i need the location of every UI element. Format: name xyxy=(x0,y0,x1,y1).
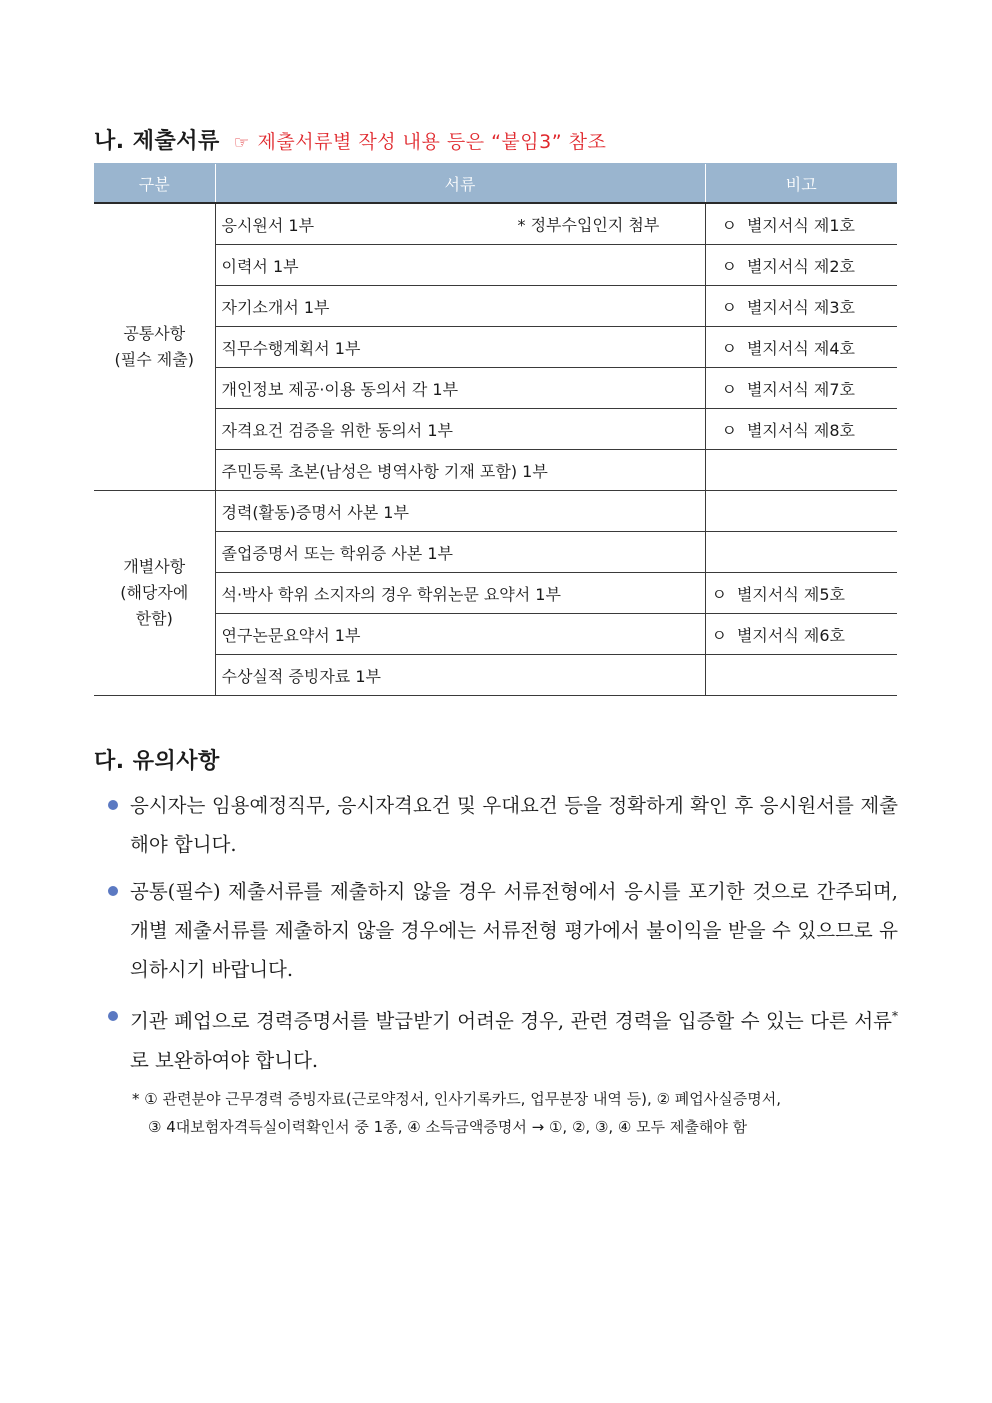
remark-bullet: ㅇ xyxy=(721,379,737,399)
table-header-row xyxy=(94,164,897,204)
group-label: 공통사항 xyxy=(123,324,186,343)
list-item xyxy=(108,872,898,989)
list-item xyxy=(108,786,898,864)
table-row xyxy=(94,655,897,696)
remark-text: 별지서식 제8호 xyxy=(746,420,855,440)
remark-cell xyxy=(705,286,897,327)
doc-cell: 이력서 1부 xyxy=(215,245,705,286)
remark-bullet: ㅇ xyxy=(721,420,737,440)
section-title-precautions xyxy=(94,744,220,775)
remark-bullet: ㅇ xyxy=(721,297,737,317)
pointing-hand-icon: ☞ xyxy=(233,133,250,153)
header-category: 구분 xyxy=(94,164,215,204)
footnote-line: * ① 관련분야 근무경력 증빙자료(근로약정서, 인사기록카드, 업무분장 내역 등), ② 폐업사실증명서, xyxy=(132,1090,781,1108)
precautions-list xyxy=(108,786,898,1088)
bullet-dot-icon xyxy=(108,1011,118,1021)
table-row xyxy=(94,409,897,450)
footnote xyxy=(132,1085,900,1141)
remark-cell xyxy=(705,203,897,245)
remark-cell xyxy=(705,532,897,573)
bullet-dot-icon xyxy=(108,886,118,896)
remark-text: 별지서식 제1호 xyxy=(746,215,855,235)
table-row xyxy=(94,614,897,655)
header-documents: 서류 xyxy=(215,164,705,204)
doc-cell: 자기소개서 1부 xyxy=(215,286,705,327)
doc-note: * 정부수입인지 첨부 xyxy=(517,215,660,235)
group-label: 개별사항 xyxy=(123,557,186,576)
remark-bullet: ㅇ xyxy=(721,338,737,358)
remark-cell xyxy=(705,573,897,614)
doc-cell: 졸업증명서 또는 학위증 사본 1부 xyxy=(215,532,705,573)
header-remarks: 비고 xyxy=(705,164,897,204)
remark-bullet: ㅇ xyxy=(711,584,727,604)
doc-cell: 석·박사 학위 소지자의 경우 학위논문 요약서 1부 xyxy=(215,573,705,614)
group-label: (해당자에 xyxy=(120,583,189,602)
group-common xyxy=(94,203,215,491)
bullet-dot-icon xyxy=(108,800,118,810)
doc-cell: 개인정보 제공·이용 동의서 각 1부 xyxy=(215,368,705,409)
table-row xyxy=(94,203,897,245)
doc-cell: 연구논문요약서 1부 xyxy=(215,614,705,655)
remark-cell xyxy=(705,327,897,368)
table-row xyxy=(94,327,897,368)
remark-text: 별지서식 제4호 xyxy=(746,338,855,358)
group-individual xyxy=(94,491,215,696)
doc-name: 응시원서 1부 xyxy=(221,215,315,235)
section-title-documents xyxy=(94,124,606,155)
remark-text: 별지서식 제3호 xyxy=(746,297,855,317)
remark-cell xyxy=(705,450,897,491)
doc-cell xyxy=(215,203,705,245)
group-label: (필수 제출) xyxy=(114,350,194,369)
remark-cell xyxy=(705,245,897,286)
remark-cell xyxy=(705,368,897,409)
remark-text: 별지서식 제6호 xyxy=(736,625,845,645)
remark-text: 별지서식 제2호 xyxy=(746,256,855,276)
documents-table xyxy=(94,163,897,696)
remark-bullet: ㅇ xyxy=(711,625,727,645)
table-row xyxy=(94,245,897,286)
doc-cell: 주민등록 초본(남성은 병역사항 기재 포함) 1부 xyxy=(215,450,705,491)
reference-note xyxy=(234,127,607,154)
remark-text: 별지서식 제5호 xyxy=(736,584,845,604)
remark-cell xyxy=(705,491,897,532)
remark-cell xyxy=(705,614,897,655)
footnote-line: ③ 4대보험자격득실이력확인서 중 1종, ④ 소득금액증명서 → ①, ②, ③, ④ 모두 제출해야 함 xyxy=(148,1118,748,1136)
list-item-text: 공통(필수) 제출서류를 제출하지 않을 경우 서류전형에서 응시를 포기한 것으로 간주되며, 개별 제출서류를 제출하지 않을 경우에는 서류전형 평가에서 불이익을 받을 수 있으므로 유의하시기 바랍니다. xyxy=(130,880,898,981)
table-row xyxy=(94,450,897,491)
table-row xyxy=(94,368,897,409)
list-item-text: 기관 폐업으로 경력증명서를 발급받기 어려운 경우, 관련 경력을 입증할 수 있는 다른 서류 xyxy=(130,1009,892,1033)
remark-cell xyxy=(705,655,897,696)
list-item-text: 응시자는 임용예정직무, 응시자격요건 및 우대요건 등을 정확하게 확인 후 응시원서를 제출해야 합니다. xyxy=(130,794,898,856)
remark-text: 별지서식 제7호 xyxy=(746,379,855,399)
table-row xyxy=(94,532,897,573)
section-title-text: 다. 유의사항 xyxy=(94,749,220,774)
doc-cell: 수상실적 증빙자료 1부 xyxy=(215,655,705,696)
table-row xyxy=(94,573,897,614)
doc-cell: 경력(활동)증명서 사본 1부 xyxy=(215,491,705,532)
footnote-marker: * xyxy=(892,1009,898,1023)
group-label: 한함) xyxy=(135,609,173,628)
doc-cell: 자격요건 검증을 위한 동의서 1부 xyxy=(215,409,705,450)
list-item xyxy=(108,997,898,1080)
section-title-text: 나. 제출서류 xyxy=(94,129,220,154)
list-item-text: 로 보완하여야 합니다. xyxy=(130,1048,319,1072)
reference-note-text: 제출서류별 작성 내용 등은 “붙임3” 참조 xyxy=(257,131,607,153)
table-row xyxy=(94,491,897,532)
remark-cell xyxy=(705,409,897,450)
remark-bullet: ㅇ xyxy=(721,256,737,276)
table-row xyxy=(94,286,897,327)
doc-cell: 직무수행계획서 1부 xyxy=(215,327,705,368)
remark-bullet: ㅇ xyxy=(721,215,737,235)
